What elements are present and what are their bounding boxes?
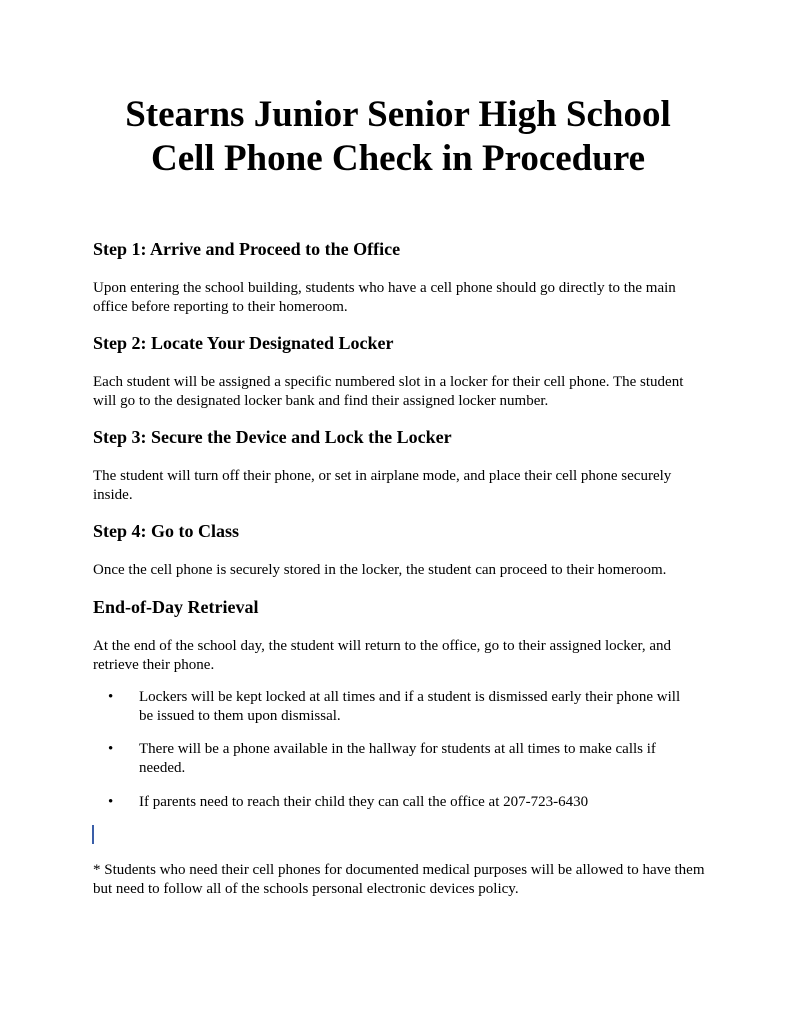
text-cursor[interactable]: [92, 825, 94, 844]
bullet-point-icon: •: [108, 689, 114, 705]
document-title-line-1: Stearns Junior Senior High School: [125, 94, 671, 135]
step-4-text: Once the cell phone is securely stored in the locker, the student can proceed to their homeroom.: [93, 562, 667, 578]
bullet-point-icon: •: [108, 741, 114, 757]
step-3-text: The student will turn off their phone, or set in airplane mode, and place their cell phone securely inside.: [93, 468, 672, 503]
step-2-text: Each student will be assigned a specific numbered slot in a locker for their cell phone. The student will go to the designated locker bank and find their assigned locker number.: [93, 374, 684, 409]
step-1-heading: Step 1: Arrive and Proceed to the Office: [93, 239, 401, 259]
step-2-heading: Step 2: Locate Your Designated Locker: [93, 333, 394, 353]
end-of-day-heading: End-of-Day Retrieval: [93, 597, 259, 617]
step-3-heading: Step 3: Secure the Device and Lock the Locker: [93, 427, 452, 447]
step-1-text: Upon entering the school building, students who have a cell phone should go directly to the main office before reporting to their homeroom.: [93, 280, 676, 315]
bullet-text: There will be a phone available in the hallway for students at all times to make calls if needed.: [139, 741, 656, 776]
footnote: * Students who need their cell phones for documented medical purposes will be allowed to have them but need to follow all of the schools personal electronic devices policy.: [93, 862, 705, 897]
bullet-text: Lockers will be kept locked at all times and if a student is dismissed early their phone will be issued to them upon dismissal.: [139, 689, 681, 724]
document-title-line-2: Cell Phone Check in Procedure: [151, 138, 645, 179]
bullet-text: If parents need to reach their child they can call the office at 207-723-6430: [139, 794, 589, 810]
bullet-point-icon: •: [108, 794, 114, 810]
end-of-day-text: At the end of the school day, the student will return to the office, go to their assigned locker, and retrieve their phone.: [93, 638, 671, 673]
step-4-heading: Step 4: Go to Class: [93, 521, 240, 541]
